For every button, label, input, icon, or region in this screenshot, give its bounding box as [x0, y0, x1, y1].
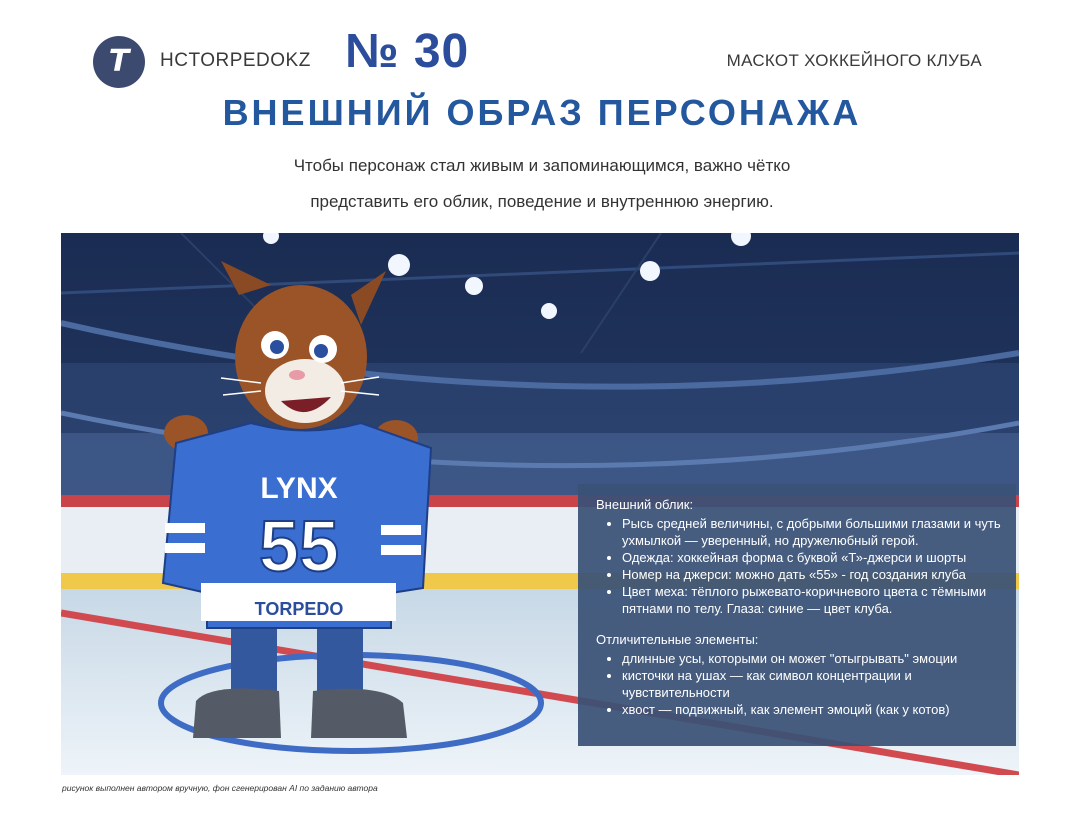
- subject-label: МАСКОТ ХОККЕЙНОГО КЛУБА: [726, 51, 982, 70]
- jersey-team: TORPEDO: [254, 599, 344, 619]
- list-item: • Одежда: хоккейная форма с буквой «Т»-джерси и шорты: [622, 549, 1002, 566]
- list-item: • Номер на джерси: можно дать «55» - год создания клуба: [622, 566, 1002, 583]
- list-item: • кисточки на ушах — как символ концентрации и чувствительности: [622, 667, 1002, 701]
- image-caption: рисунок выполнен автором вручную, фон сгенерирован AI по заданию автора: [62, 783, 378, 793]
- issue-number: № 30: [345, 25, 470, 78]
- club-logo: [93, 36, 145, 88]
- list-item: • длинные усы, которыми он может "отыгрывать" эмоции: [622, 650, 1002, 667]
- appearance-list: [596, 515, 1002, 617]
- appearance-heading: Внешний облик:: [596, 497, 694, 512]
- list-item: • Рысь средней величины, с добрыми большими глазами и чуть ухмылкой — уверенный, но дружелюбный герой.: [622, 515, 1002, 549]
- list-item: • Цвет меха: тёплого рыжевато-коричневого цвета с тёмными пятнами по телу. Глаза: синие — цвет клуба.: [622, 583, 1002, 617]
- jersey-number: 55: [258, 507, 340, 587]
- jersey-name: LYNX: [260, 472, 338, 505]
- brand-name: HCTORPEDOKZ: [160, 50, 311, 71]
- intro-line-1: Чтобы персонаж стал живым и запоминающимся, важно чётко: [293, 156, 791, 175]
- intro-line-2: представить его облик, поведение и внутреннюю энергию.: [310, 192, 774, 211]
- list-item: • хвост — подвижный, как элемент эмоций (как у котов): [622, 701, 1002, 718]
- info-panel: [578, 484, 1016, 746]
- features-list: [596, 650, 1002, 718]
- page-title: ВНЕШНИЙ ОБРАЗ ПЕРСОНАЖА: [222, 92, 862, 133]
- intro-text: [0, 148, 1084, 220]
- logo-letter: T: [108, 44, 130, 79]
- features-heading: Отличительные элементы:: [596, 632, 759, 647]
